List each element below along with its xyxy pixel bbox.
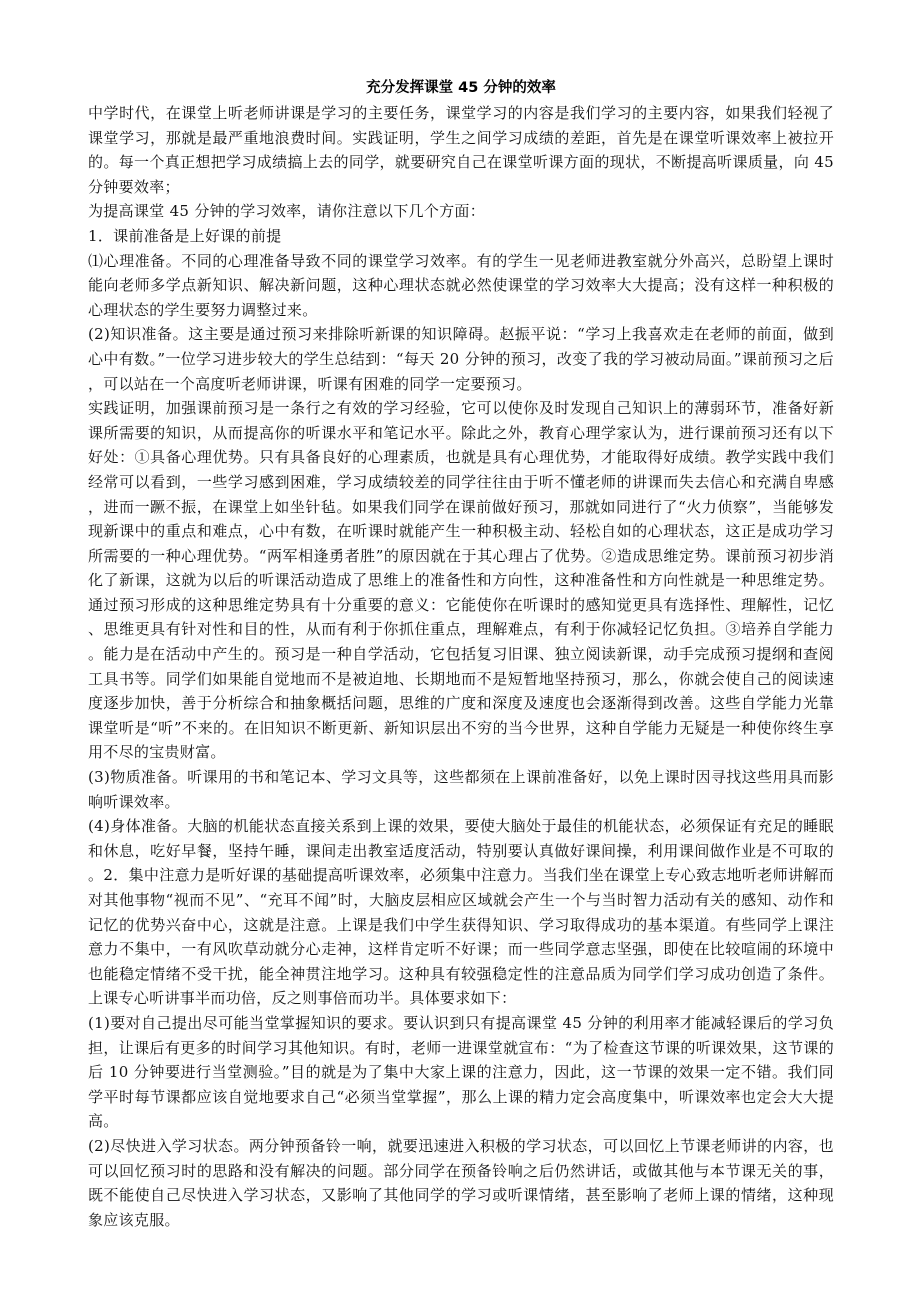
- paragraph-physical-preparation: (4)身体准备。大脑的机能状态直接关系到上课的效果，要使大脑处于最佳的机能状态，必须保证有充足的睡眠和休息，吃好早餐，坚持午睡，课间走出教室适度活动，特别要认真做好课间操，利用课间做作业是不可取的。2．集中注意力是听好课的基础提高听课效率，必须集中注意力。当我们坐在课堂上专心致志地听老师讲解而对其他事物“视而不见”、“充耳不闻”时，大脑皮层相应区域就会产生一个与当时智力活动有关的感知、动作和记忆的优势兴奋中心，这就是注意。上课是我们中学生获得知识、学习取得成功的基本渠道。有些同学上课注意力不集中，一有风吹草动就分心走神，这样肯定听不好课；而一些同学意志坚强，即使在比较喧闹的环境中也能稳定情绪不受干扰，能全神贯注地学习。这种具有较强稳定性的注意品质为同学们学习成功创造了条件。上课专心听讲事半而功倍，反之则事倍而功半。具体要求如下：: [88, 817, 834, 1008]
- paragraph-preview-benefits: 实践证明，加强课前预习是一条行之有效的学习经验，它可以使你及时发现自己知识上的薄弱环节，准备好新课所需要的知识，从而提高你的听课水平和笔记水平。除此之外，教育心理学家认为，进行课前预习还有以下好处：①具备心理优势。只有具备良好的心理素质，也就是具有心理优势，才能取得好成绩。教学实践中我们经常可以看到，一些学习感到困难，学习成绩较差的同学往往由于听不懂老师的讲课而失去信心和充满自卑感，进而一蹶不振，在课堂上如坐针毡。如果我们同学在课前做好预习，那就如同进行了“火力侦察”，当能够发现新课中的重点和难点，心中有数，在听课时就能产生一种积极主动、轻松自如的心理状态，这正是成功学习所需要的一种心理优势。“两军相逢勇者胜”的原因就在于其心理占了优势。②造成思维定势。课前预习初步消化了新课，这就为以后的听课活动造成了思维上的准备性和方向性，这种准备性和方向性就是一种思维定势。通过预习形成的这种思维定势具有十分重要的意义：它能使你在听课时的感知觉更具有选择性、理解性，记忆、思维更具有针对性和目的性，从而有利于你抓住重点，理解难点，有利于你减轻记忆负担。③培养自学能力。能力是在活动中产生的。预习是一种自学活动，它包括复习旧课、独立阅读新课，动手完成预习提纲和查阅工具书等。同学们如果能自觉地而不是被迫地、长期地而不是短暂地坚持预习，那么，你就会使自己的阅读速度逐步加快，善于分析综合和抽象概括问题，思维的广度和深度及速度也会逐渐得到改善。这些自学能力光靠课堂听是“听”不来的。在旧知识不断更新、新知识层出不穷的当今世界，这种自学能力无疑是一种使你终生享用不尽的宝贵财富。: [88, 399, 834, 762]
- section-heading-preparation: 1．课前准备是上好课的前提: [88, 226, 282, 245]
- paragraph-psychological-preparation: ⑴心理准备。不同的心理准备导致不同的课堂学习效率。有的学生一见老师进教室就分外高兴，总盼望上课时能向老师多学点新知识、解决新问题，这种心理状态就必然使课堂的学习效率大大提高；没有这样一种积极的心理状态的学生要努力调整过来。: [88, 251, 834, 319]
- paragraph-intro: 中学时代，在课堂上听老师讲课是学习的主要任务，课堂学习的内容是我们学习的主要内容，如果我们轻视了课堂学习，那就是最严重地浪费时间。实践证明，学生之间学习成绩的差距，首先是在课堂听课效率上被拉开的。每一个真正想把学习成绩搞上去的同学，就要研究自己在课堂听课方面的现状，不断提高听课质量，向 45 分钟要效率；: [88, 104, 834, 196]
- paragraph-lead: 为提高课堂 45 分钟的学习效率，请你注意以下几个方面：: [88, 202, 486, 221]
- paragraph-material-preparation: (3)物质准备。听课用的书和笔记本、学习文具等，这些都须在上课前准备好，以免上课时因寻找这些用具而影响听课效率。: [88, 768, 834, 811]
- paragraph-knowledge-preparation: (2)知识准备。这主要是通过预习来排除听新课的知识障碍。赵振平说：“学习上我喜欢走在老师的前面，做到心中有数。”一位学习进步较大的学生总结到：“每天 20 分钟的预习，改变了我的学习被动局面。”课前预习之后，可以站在一个高度听老师讲课，听课有困难的同学一定要预习。: [88, 325, 834, 393]
- document-body: [88, 78, 834, 1232]
- document-title: 充分发挥课堂 45 分钟的效率: [366, 80, 556, 96]
- paragraph-requirement-two: (2)尽快进入学习状态。两分钟预备铃一响，就要迅速进入积极的学习状态，可以回忆上节课老师讲的内容，也可以回忆预习时的思路和没有解决的问题。部分同学在预备铃响之后仍然讲话，或做其他与本节课无关的事，既不能使自己尽快进入学习状态，又影响了其他同学的学习或听课情绪，甚至影响了老师上课的情绪，这种现象应该克服。: [88, 1136, 834, 1229]
- paragraph-requirement-one: (1)要对自己提出尽可能当堂掌握知识的要求。要认识到只有提高课堂 45 分钟的利用率才能减轻课后的学习负担，让课后有更多的时间学习其他知识。有时，老师一进课堂就宣布：“为了检查这节课的听课效果，这节课的后 10 分钟要进行当堂测验。”目的就是为了集中大家上课的注意力，因此，这一节课的效果一定不错。我们同学平时每节课都应该自觉地要求自己“必须当堂掌握”，那么上课的精力定会高度集中，听课效率也定会大大提高。: [88, 1013, 834, 1131]
